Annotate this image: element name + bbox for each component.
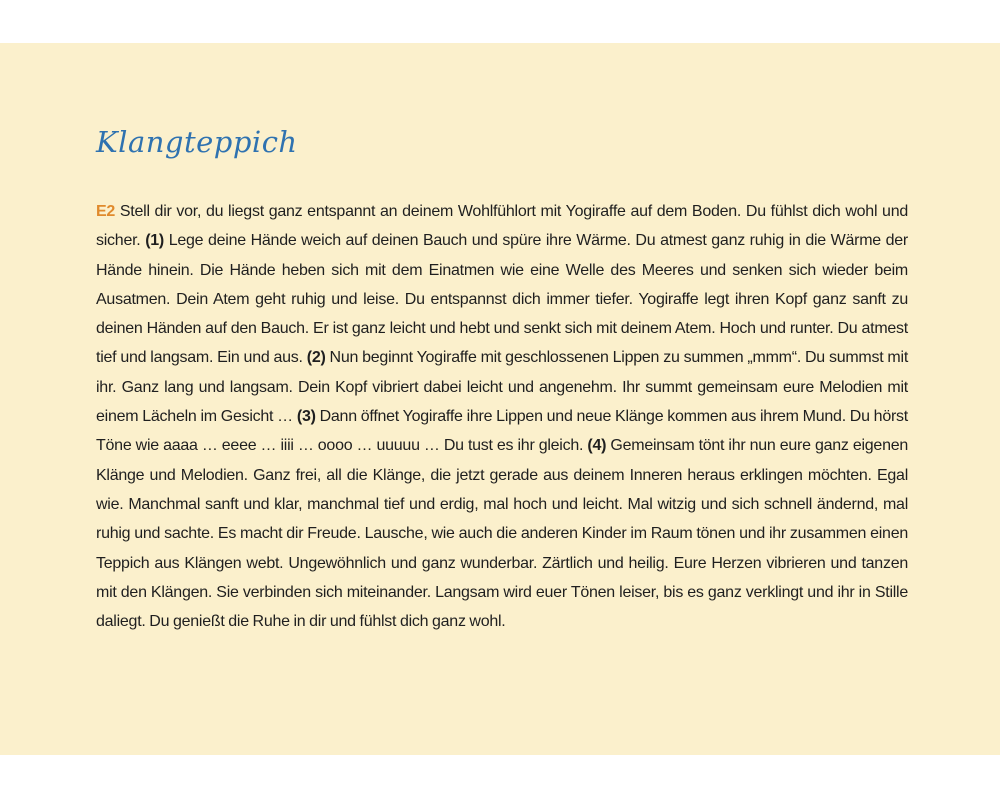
text-segment-2: Nun beginnt Yogiraffe mit geschlossenen Lippen zu summen „mmm“. Du summst mit ihr. Ganz lang und langsam. Dein Kopf vibriert dabei leicht und angenehm. Ihr summt gemeinsam eure Melodien mit einem Lächeln im Gesicht … [96, 349, 909, 426]
step-marker-3: (3) [296, 408, 316, 426]
step-marker-4: (4) [587, 437, 607, 455]
step-marker-1: (1) [145, 232, 165, 250]
exercise-label: E2 [96, 203, 116, 220]
text-segment-3: Dann öffnet Yogiraffe ihre Lippen und neue Klänge kommen aus ihrem Mund. Du hörst Töne wie aaaa … eeee … iiii … oooo … uuuuu … Du tust es ihr gleich. [96, 408, 908, 455]
exercise-text [96, 197, 908, 636]
text-segment-1: Lege deine Hände weich auf deinen Bauch und spüre ihre Wärme. Du atmest ganz ruhig in die Wärme der Hände hinein. Die Hände heben sich mit dem Einatmen wie eine Welle des Meeres und senken sich wieder beim Ausatmen. Dein Atem geht ruhig und leise. Du entspannst dich immer tiefer. Yogiraffe legt ihren Kopf ganz sanft zu deinen Händen auf den Bauch. Er ist ganz leicht und hebt und senkt sich mit deinem Atem. Hoch und runter. Du atmest tief und langsam. Ein und aus. [96, 232, 909, 367]
page-title: Klangteppich [96, 125, 298, 159]
exercise-card [0, 43, 1000, 755]
text-segment-4: Gemeinsam tönt ihr nun eure ganz eigenen Klänge und Melodien. Ganz frei, all die Klänge, die jetzt gerade aus deinem Inneren heraus erklingen möchten. Egal wie. Manchmal sanft und klar, manchmal tief und erdig, mal hoch und leicht. Mal witzig und sich schnell ändernd, mal ruhig und sachte. Es macht dir Freude. Lausche, wie auch die anderen Kinder im Raum tönen und ihr zusammen einen Teppich aus Klängen webt. Ungewöhnlich und ganz wunderbar. Zärtlich und heilig. Eure Herzen vibrieren und tanzen mit den Klängen. Sie verbinden sich miteinander. Langsam wird euer Tönen leiser, bis es ganz verklingt und ihr in Stille daliegt. Du genießt die Ruhe in dir und fühlst dich ganz wohl. [96, 437, 909, 631]
text-segment-intro: Stell dir vor, du liegst ganz entspannt an deinem Wohlfühlort mit Yogiraffe auf dem Boden. Du fühlst dich wohl und sicher. [96, 203, 908, 250]
step-marker-2: (2) [306, 349, 326, 367]
